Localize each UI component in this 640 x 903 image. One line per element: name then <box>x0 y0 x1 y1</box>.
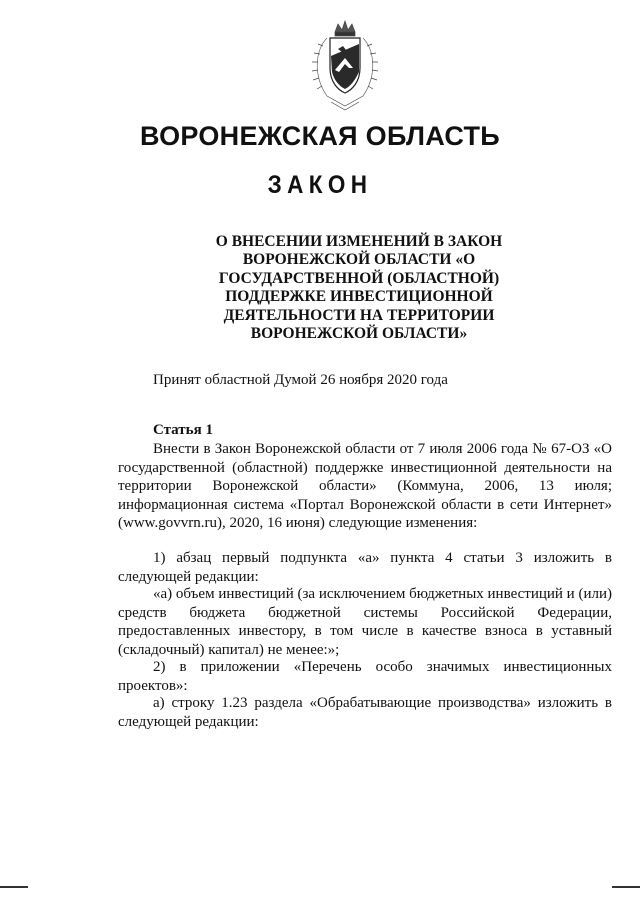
document-type-heading: ЗАКОН <box>267 171 373 199</box>
coat-of-arms-emblem <box>305 18 385 114</box>
adoption-line: Принят областной Думой 26 ноября 2020 года <box>153 372 448 388</box>
article-paragraph: а) строку 1.23 раздела «Обрабатывающие производства» изложить в следующей редакции: <box>118 695 612 730</box>
article-paragraph: Внести в Закон Воронежской области от 7 июля 2006 года № 67-ОЗ «О государственной (областной) поддержке инвестиционной деятельности на территории Воронежской области» (Коммуна, 2006, 13 июля; информационная система «Портал Воронежской области в сети Интернет» (www.govvrn.ru), 2020, 16 июня) следующие изменения: <box>118 441 612 531</box>
article-paragraph: 1) абзац первый подпункта «а» пункта 4 статьи 3 изложить в следующей редакции: <box>118 550 612 585</box>
region-heading: ВОРОНЕЖСКАЯ ОБЛАСТЬ <box>139 121 501 151</box>
article-paragraph: «а) объем инвестиций (за исключением бюджетных инвестиций и (или) средств бюджета бюджетной системы Российской Федерации, предоставленных инвестору, в том числе в качестве взноса в уставный (складочный) капитал) не менее:»; <box>118 586 612 658</box>
scan-edge-mark <box>612 886 640 888</box>
law-title: О ВНЕСЕНИИ ИЗМЕНЕНИЙ В ЗАКОН ВОРОНЕЖСКОЙ ОБЛАСТИ «О ГОСУДАРСТВЕННОЙ (ОБЛАСТНОЙ) ПОДДЕРЖКЕ ИНВЕСТИЦИОННОЙ ДЕЯТЕЛЬНОСТИ НА ТЕРРИТОРИИ ВОРОНЕЖСКОЙ ОБЛАСТИ» <box>215 233 503 343</box>
article-heading: Статья 1 <box>153 422 213 438</box>
scan-edge-mark <box>0 886 28 888</box>
article-paragraph: 2) в приложении «Перечень особо значимых инвестиционных проектов»: <box>118 659 612 694</box>
